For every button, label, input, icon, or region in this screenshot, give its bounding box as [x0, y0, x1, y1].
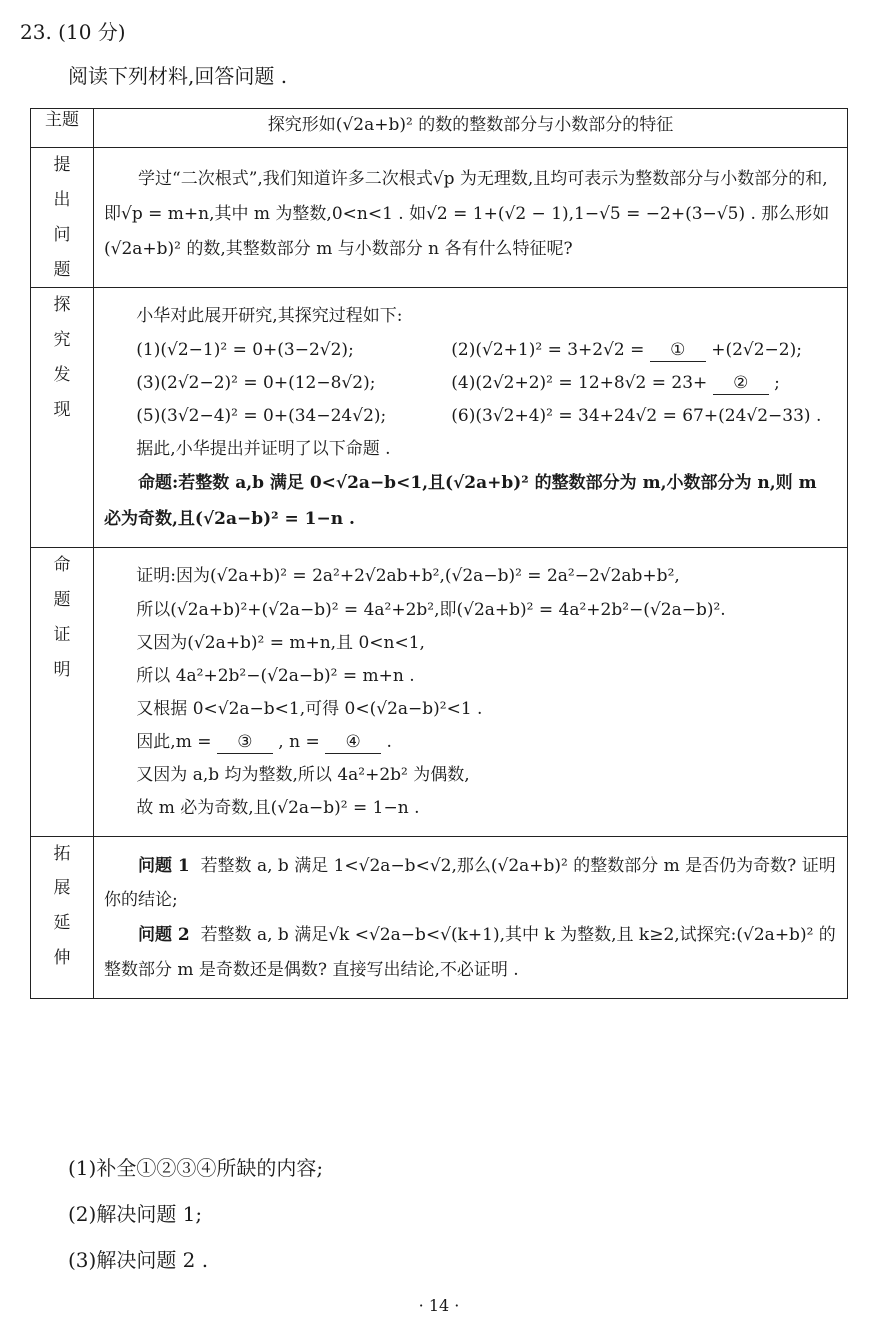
label-char: 展 — [53, 878, 71, 899]
explore-after: 据此,小华提出并证明了以下命题 . — [136, 438, 391, 459]
problem-2 — [104, 918, 837, 988]
equation-2-tail: +(2√2−2); — [705, 339, 802, 360]
equation-4-tail: ; — [768, 372, 780, 393]
equation-3: (3)(2√2−2)² = 0+(12−8√2); — [136, 372, 376, 393]
equation-5: (5)(3√2−4)² = 0+(34−24√2); — [136, 405, 387, 426]
label-char: 发 — [53, 365, 71, 386]
section-content-propose — [94, 148, 848, 288]
problem-2-text: 若整数 a, b 满足√k <√2a−b<√(k+1),其中 k 为整数,且 k≥2,试探究:(√2a+b)² 的整数部分 m 是奇数还是偶数? 直接写出结论,不必证明 . — [104, 925, 836, 981]
equation-pair-1 — [104, 334, 837, 367]
label-char: 提 — [53, 155, 71, 175]
label-char: 题 — [53, 259, 71, 280]
section-row-explore — [31, 288, 848, 548]
proof-line: 又因为(√2a+b)² = m+n,且 0<n<1, — [136, 632, 425, 653]
proof-line: 所以 4a²+2b²−(√2a−b)² = m+n . — [136, 665, 415, 686]
section-row-extend — [31, 836, 848, 998]
label-char: 现 — [53, 399, 71, 420]
label-char: 命 — [53, 555, 71, 576]
label-char: 证 — [53, 625, 71, 646]
label-char: 究 — [53, 330, 71, 351]
label-char: 延 — [53, 913, 71, 934]
equation-pair-2 — [104, 367, 837, 400]
section-row-proof — [31, 548, 848, 836]
label-char: 问 — [53, 224, 71, 245]
equation-2-text: (2)(√2+1)² = 3+2√2 = — [451, 339, 650, 360]
equation-1: (1)(√2−1)² = 0+(3−2√2); — [136, 339, 354, 360]
blank-2[interactable]: ② — [713, 372, 769, 395]
label-char: 明 — [53, 659, 71, 680]
proof-line: 所以(√2a+b)²+(√2a−b)² = 4a²+2b²,即(√2a+b)² = 4a²+2b²−(√2a−b)². — [136, 599, 726, 620]
label-char: 伸 — [53, 948, 71, 969]
topic-label: 主题 — [31, 109, 94, 148]
problem-1-text: 若整数 a, b 满足 1<√2a−b<√2,那么(√2a+b)² 的整数部分 m 是否仍为奇数? 证明你的结论; — [104, 855, 836, 911]
proof-line: 证明:因为(√2a+b)² = 2a²+2√2ab+b²,(√2a−b)² = 2a²−2√2ab+b², — [136, 566, 680, 587]
label-char: 探 — [53, 295, 71, 316]
blank-1[interactable]: ① — [650, 339, 706, 362]
equation-6: (6)(3√2+4)² = 34+24√2 = 67+(24√2−33) . — [451, 405, 822, 426]
propose-paragraph: 学过“二次根式”,我们知道许多二次根式√p 为无理数,且均可表示为整数部分与小数部分的和,即√p = m+n,其中 m 为整数,0<n<1 . 如√2 = 1+(√2 − 1),1−√5 = −2+(3−√5) . 那么形如(√2a+b)² 的数,其整数部分 m 与小数部分 n 各有什么特征呢? — [104, 169, 830, 259]
question-intro: 阅读下列材料,回答问题 . — [68, 64, 288, 88]
proof-blank-mid: , n = — [272, 732, 326, 753]
equation-2 — [451, 334, 802, 367]
section-label-explore — [31, 288, 94, 548]
explore-intro: 小华对此展开研究,其探究过程如下: — [136, 306, 403, 327]
label-char: 题 — [53, 590, 71, 611]
section-label-extend — [31, 836, 94, 998]
material-table — [30, 108, 848, 999]
equation-4 — [451, 367, 780, 400]
equation-4-text: (4)(2√2+2)² = 12+8√2 = 23+ — [451, 372, 713, 393]
proof-blank-pre: 因此,m = — [136, 732, 217, 753]
topic-text: 探究形如(√2a+b)² 的数的整数部分与小数部分的特征 — [94, 109, 848, 148]
proof-line: 又因为 a,b 均为整数,所以 4a²+2b² 为偶数, — [136, 765, 470, 786]
section-content-explore — [94, 288, 848, 548]
label-char: 出 — [53, 189, 71, 210]
proof-blank-post: . — [381, 732, 392, 753]
page-number: · 14 · — [418, 1296, 460, 1315]
equation-pair-3 — [104, 400, 837, 433]
section-content-proof — [94, 548, 848, 836]
proposition: 命题:若整数 a,b 满足 0<√2a−b<1,且(√2a+b)² 的整数部分为 m,小数部分为 n,则 m 必为奇数,且(√2a−b)² = 1−n . — [104, 473, 817, 529]
blank-3[interactable]: ③ — [217, 731, 273, 754]
section-row-propose — [31, 148, 848, 288]
sub-question-3: (3)解决问题 2 . — [68, 1248, 209, 1272]
sub-question-2: (2)解决问题 1; — [68, 1202, 203, 1226]
sub-question-1: (1)补全①②③④所缺的内容; — [68, 1156, 324, 1180]
proof-blank-line — [104, 726, 837, 759]
blank-4[interactable]: ④ — [325, 731, 381, 754]
label-char: 拓 — [53, 843, 71, 864]
problem-1 — [104, 849, 837, 919]
topic-row — [31, 109, 848, 148]
proof-line: 故 m 必为奇数,且(√2a−b)² = 1−n . — [136, 798, 420, 819]
problem-2-title: 问题 2 — [138, 925, 190, 946]
section-content-extend — [94, 836, 848, 998]
section-label-propose — [31, 148, 94, 288]
problem-1-title: 问题 1 — [138, 855, 190, 876]
proof-line: 又根据 0<√2a−b<1,可得 0<(√2a−b)²<1 . — [136, 699, 483, 720]
section-label-proof — [31, 548, 94, 836]
question-number: 23. (10 分) — [20, 20, 126, 44]
